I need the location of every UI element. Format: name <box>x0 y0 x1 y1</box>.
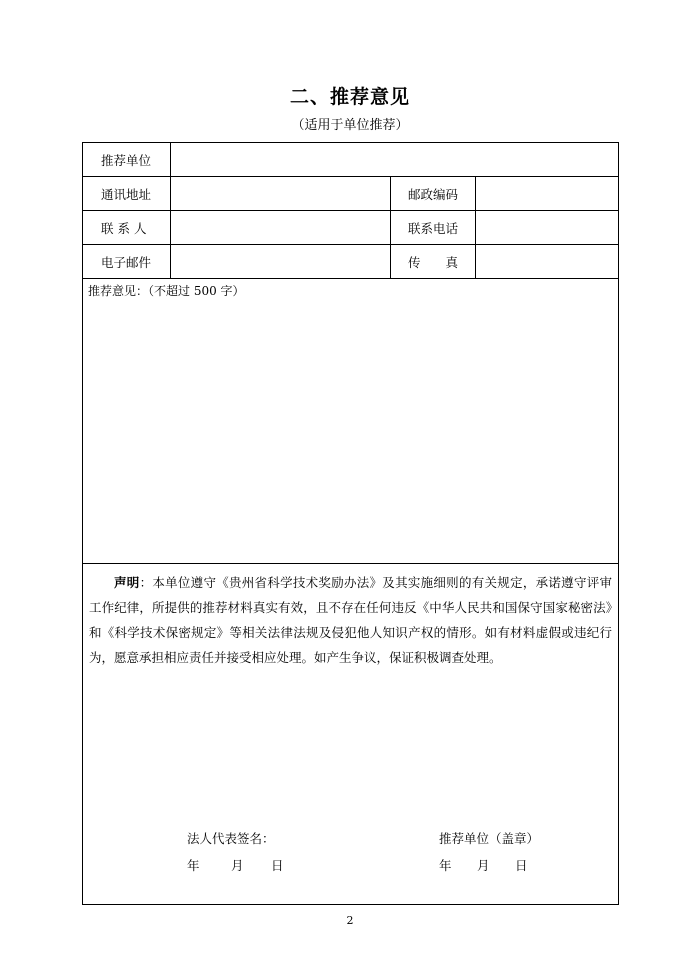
date-month: 月 <box>231 858 244 873</box>
phone-label: 联系电话 <box>391 211 476 245</box>
row-email <box>83 245 619 279</box>
legal-representative-signature-label: 法人代表签名： <box>187 831 275 846</box>
unit-seal-label: 推荐单位（盖章） <box>439 831 540 846</box>
fax-field[interactable] <box>476 245 619 279</box>
date-day: 日 <box>515 858 528 873</box>
opinion-field[interactable] <box>83 279 619 564</box>
recommending-unit-field[interactable] <box>171 143 619 177</box>
legal-rep-date <box>187 856 284 874</box>
recommendation-form <box>82 142 619 905</box>
declaration-cell <box>83 564 619 905</box>
postcode-field[interactable] <box>476 177 619 211</box>
postcode-label: 邮政编码 <box>391 177 476 211</box>
date-day: 日 <box>271 858 284 873</box>
fax-label: 传 真 <box>391 245 476 279</box>
section-subtitle: （适用于单位推荐） <box>291 118 409 133</box>
address-field[interactable] <box>171 177 391 211</box>
row-contact <box>83 211 619 245</box>
email-field[interactable] <box>171 245 391 279</box>
date-month: 月 <box>477 858 490 873</box>
page-number: 2 <box>346 914 354 927</box>
declaration-body: ：本单位遵守《贵州省科学技术奖励办法》及其实施细则的有关规定，承诺遵守评审工作纪律，所提供的推荐材料真实有效，且不存在任何违反《中华人民共和国保守国家秘密法》和《科学技术保密规定》等相关法律法规及侵犯他人知识产权的情形。如有材料虚假或违纪行为，愿意承担相应责任并接受相应处理。如产生争议，保证积极调查处理。 <box>89 575 613 665</box>
address-label: 通讯地址 <box>83 177 171 211</box>
row-opinion <box>83 279 619 564</box>
phone-field[interactable] <box>476 211 619 245</box>
section-title: 二、推荐意见 <box>289 86 410 108</box>
opinion-label: 推荐意见：（不超过 500 字） <box>88 284 245 298</box>
row-declaration <box>83 564 619 905</box>
date-year: 年 <box>187 858 200 873</box>
contact-person-label: 联 系 人 <box>83 211 171 245</box>
contact-person-field[interactable] <box>171 211 391 245</box>
email-label: 电子邮件 <box>83 245 171 279</box>
unit-seal-date <box>439 856 528 874</box>
recommending-unit-label: 推荐单位 <box>83 143 171 177</box>
declaration-text-block <box>83 564 618 670</box>
row-address <box>83 177 619 211</box>
row-recommending-unit <box>83 143 619 177</box>
date-year: 年 <box>439 858 452 873</box>
declaration-heading: 声明 <box>114 575 140 590</box>
